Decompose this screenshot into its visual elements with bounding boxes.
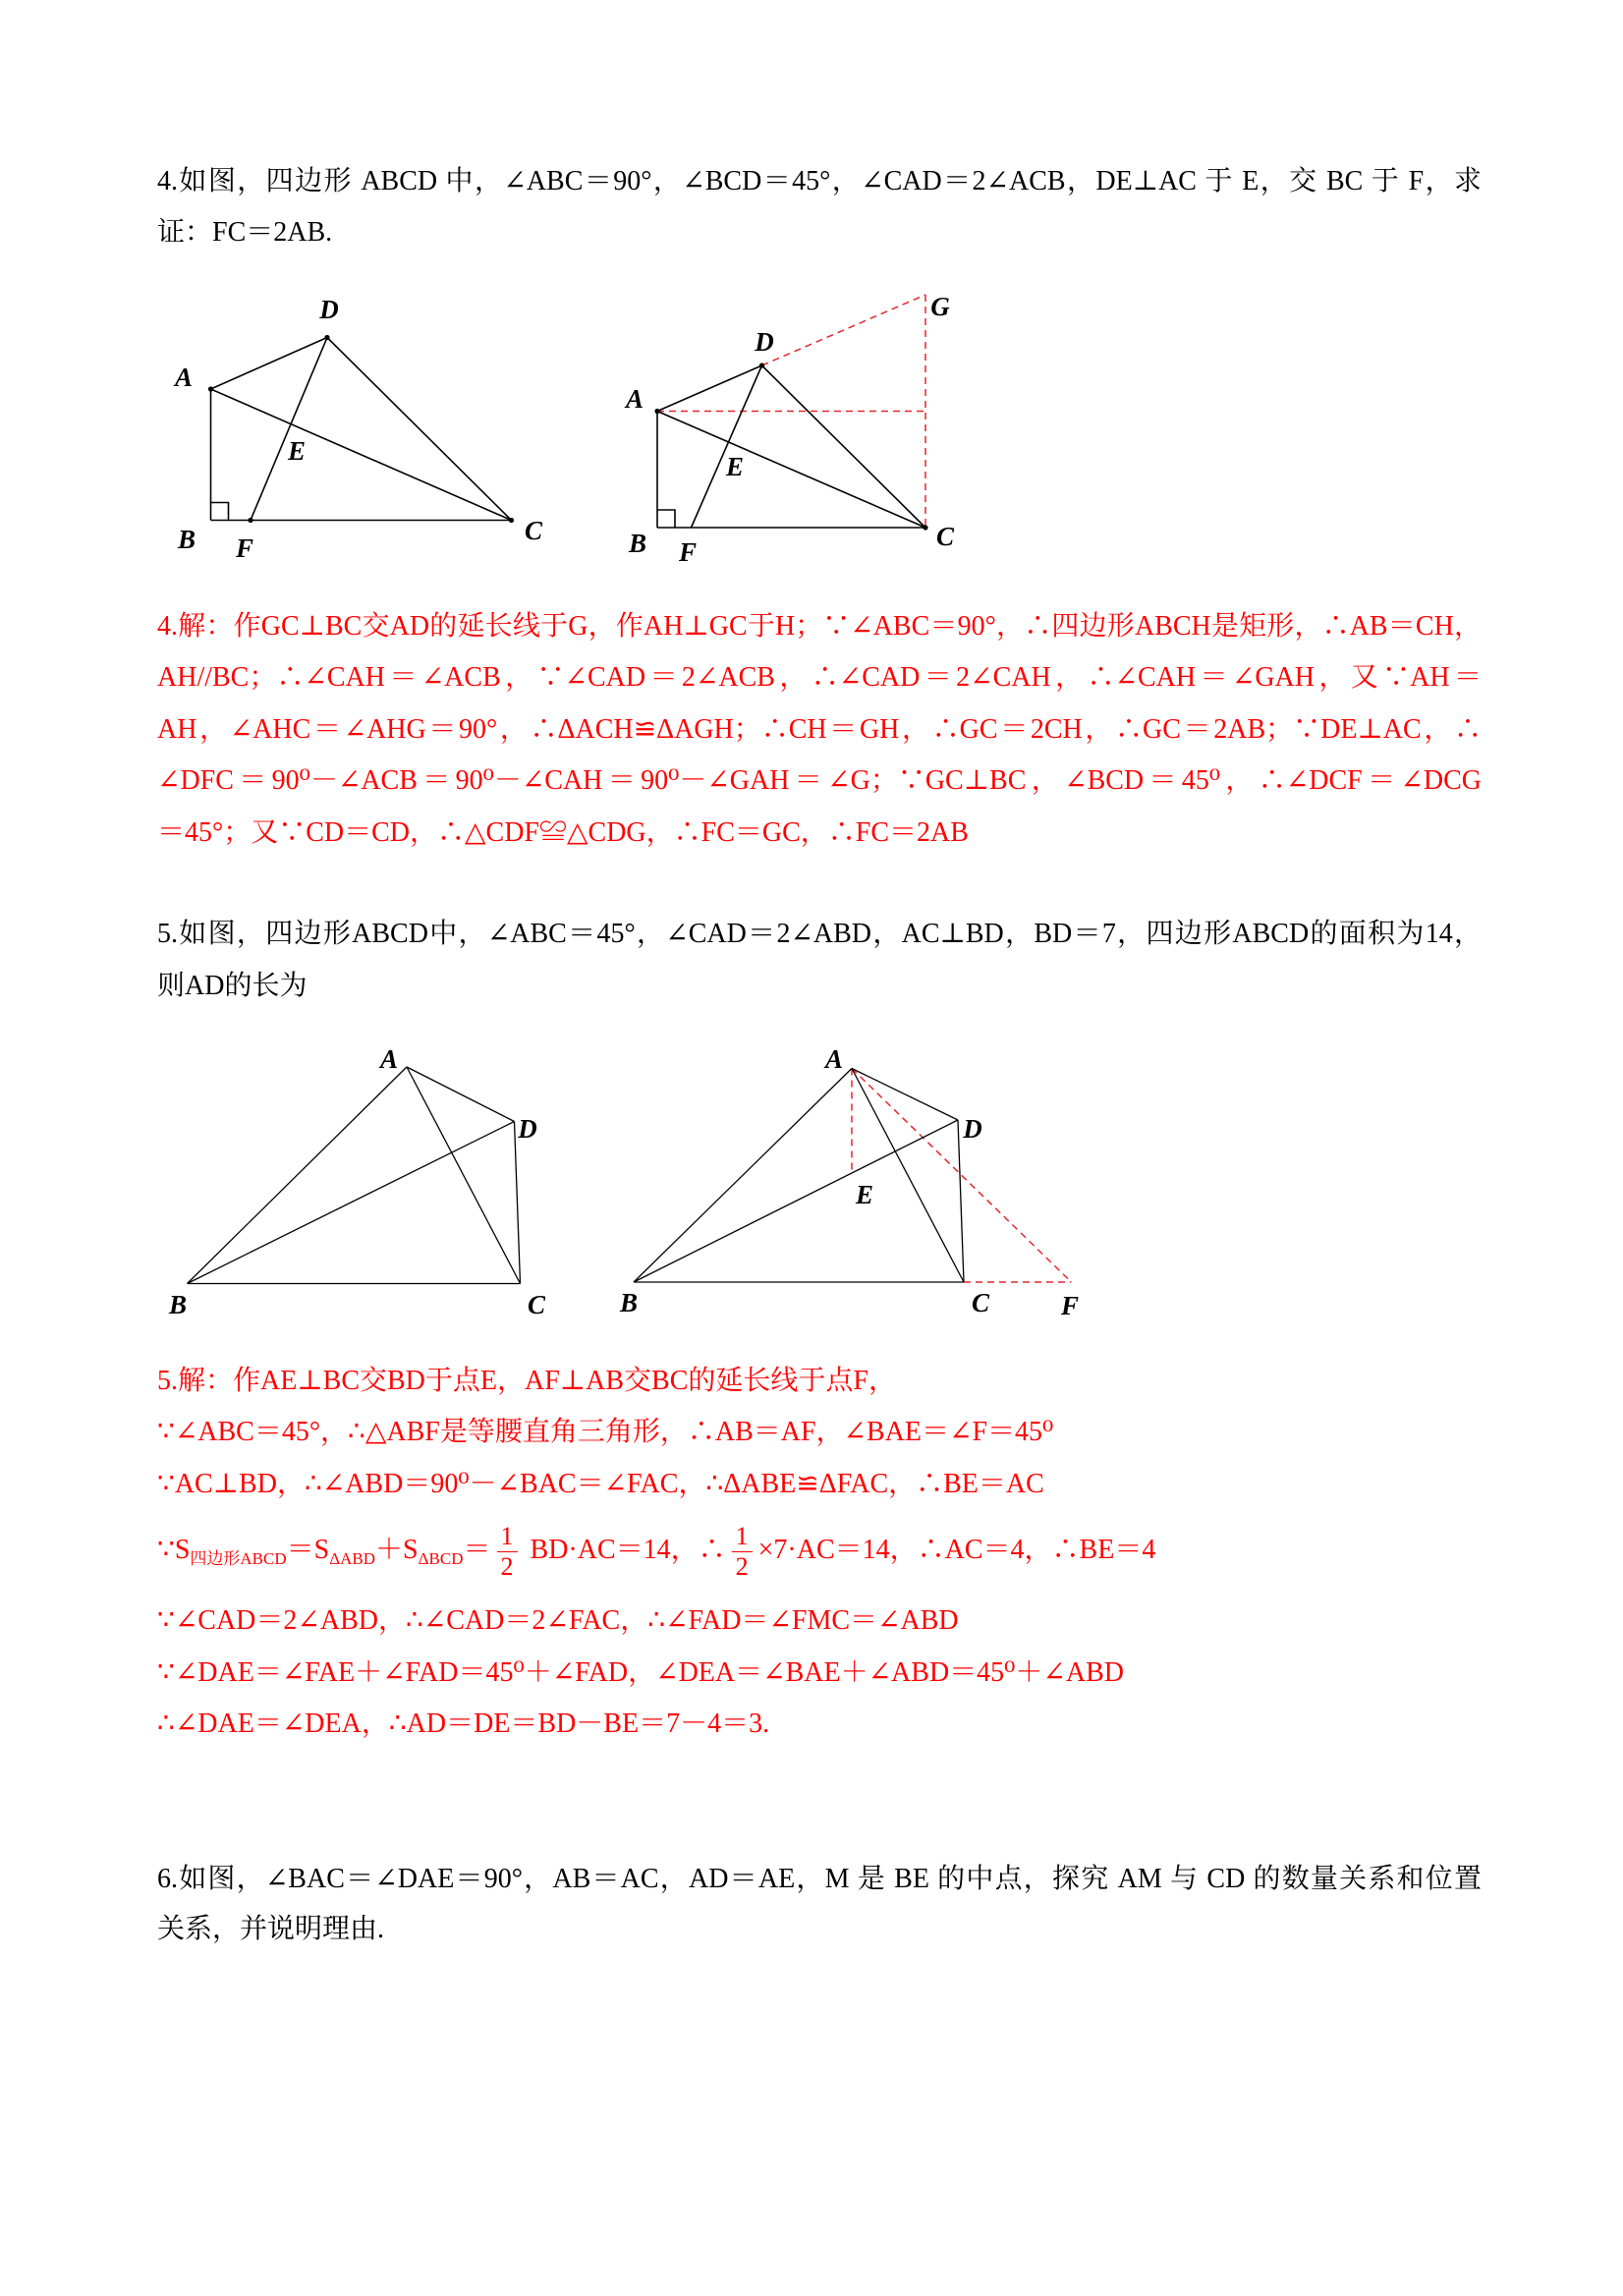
point-A xyxy=(654,409,659,414)
problem-4-line-1: 4.如图，四边形 ABCD 中，∠ABC＝90°，∠BCD＝45°，∠CAD＝2∠ACB，DE⊥AC 于 E，交 BC 于 F，求 xyxy=(157,166,1482,196)
segment-AC xyxy=(852,1069,964,1283)
solution-4-line-3: AH，∠AHC＝∠AHG＝90°，∴ΔACH≌ΔAGH；∴CH＝GH，∴GC＝2CH，∴GC＝2AB；∵DE⊥AC，∴ xyxy=(157,714,1482,745)
area-text-1: ∵S xyxy=(157,1535,191,1565)
solution-5-line-1: 5.解：作AE⊥BC交BD于点E，AF⊥AB交BC的延长线于点F， xyxy=(157,1366,896,1396)
solution-4-line-1: 4.解：作GC⊥BC交AD的延长线于G，作AH⊥GC于H；∵∠ABC＝90°，∴四边形ABCH是矩形，∴AB＝CH， xyxy=(157,611,1482,642)
area-subscript-quadrilateral: 四边形ABCD xyxy=(190,1549,287,1568)
dashed-segment-DG xyxy=(762,295,926,365)
figure-5-left xyxy=(168,1044,546,1319)
point-C xyxy=(923,525,927,530)
problem-4-line-2: 证：FC＝2AB. xyxy=(157,217,333,248)
figure-4-right xyxy=(624,292,955,567)
segment-AB xyxy=(188,1067,408,1284)
segment-DC xyxy=(327,338,512,521)
label-G: G xyxy=(930,292,950,321)
solution-5-line-5: ∵∠CAD＝2∠ABD，∴∠CAD＝2∠FAC，∴∠FAD＝∠FMC＝∠ABD xyxy=(157,1605,959,1636)
area-subscript-bcd: ΔBCD xyxy=(418,1549,464,1568)
label-B: B xyxy=(619,1288,639,1317)
segment-BD xyxy=(634,1120,958,1282)
solution-5-line-7: ∴∠DAE＝∠DEA，∴AD＝DE＝BD－BE＝7－4＝3. xyxy=(157,1708,770,1739)
fraction-denominator: 2 xyxy=(500,1552,514,1582)
label-E: E xyxy=(725,452,745,481)
problem-6-line-1: 6.如图，∠BAC＝∠DAE＝90°，AB＝AC，AD＝AE，M 是 BE 的中点，探究 AM 与 CD 的数量关系和位置 xyxy=(157,1864,1482,1894)
segment-DC xyxy=(958,1120,964,1282)
segment-AC xyxy=(657,412,925,529)
segment-AC xyxy=(211,389,512,521)
segment-AD xyxy=(407,1067,515,1122)
solution-5-line-3: ∵AC⊥BD，∴∠ABD＝90⁰－∠BAC＝∠FAC，∴ΔABE≌ΔFAC，∴BE＝AC xyxy=(157,1469,1044,1499)
label-D: D xyxy=(963,1114,982,1144)
label-E: E xyxy=(287,436,307,466)
label-C: C xyxy=(527,1290,546,1319)
right-angle-mark-B xyxy=(211,503,229,521)
label-D: D xyxy=(518,1114,537,1144)
point-C xyxy=(509,518,514,523)
segment-AB xyxy=(634,1069,852,1283)
point-A xyxy=(208,386,213,391)
label-A: A xyxy=(824,1044,844,1074)
label-D: D xyxy=(319,295,339,324)
segment-AC xyxy=(407,1067,521,1284)
label-E: E xyxy=(855,1180,874,1209)
problem-5-line-2: 则AD的长为 xyxy=(157,971,308,1001)
segment-DF xyxy=(692,365,762,528)
fraction-one-half-2 xyxy=(732,1522,753,1582)
right-angle-mark-B xyxy=(657,510,675,528)
segment-DC xyxy=(515,1122,521,1284)
solution-5-line-6: ∵∠DAE＝∠FAE＋∠FAD＝45⁰＋∠FAD，∠DEA＝∠BAE＋∠ABD＝45⁰＋∠ABD xyxy=(157,1657,1124,1688)
area-text-5: BD·AC＝14，∴ xyxy=(523,1535,726,1565)
segment-AD xyxy=(211,338,328,390)
segment-DC xyxy=(762,365,926,528)
segment-AD xyxy=(657,365,762,412)
problem-6-line-2: 关系，并说明理由. xyxy=(157,1914,385,1944)
segment-DF xyxy=(251,338,327,521)
label-F: F xyxy=(235,533,254,563)
label-B: B xyxy=(628,529,647,558)
segment-BD xyxy=(188,1122,515,1284)
fraction-denominator: 2 xyxy=(735,1552,749,1582)
figure-4-left xyxy=(173,295,543,563)
fraction-one-half-1 xyxy=(497,1522,518,1582)
fraction-numerator: 1 xyxy=(732,1522,753,1552)
label-F: F xyxy=(1060,1291,1080,1320)
area-text-2: ＝S xyxy=(286,1535,330,1565)
label-C: C xyxy=(935,522,955,551)
solution-5-line-2: ∵∠ABC＝45°，∴△ABF是等腰直角三角形，∴AB＝AF，∠BAE＝∠F＝45⁰ xyxy=(157,1417,1054,1447)
label-B: B xyxy=(177,525,196,554)
label-D: D xyxy=(755,327,774,357)
point-D xyxy=(759,363,764,367)
point-F xyxy=(248,518,252,523)
segment-AD xyxy=(852,1069,958,1121)
solution-4-line-4: ∠DFC＝90⁰－∠ACB＝90⁰－∠CAH＝90⁰－∠GAH＝∠G；∵GC⊥BC，∠BCD＝45⁰，∴∠DCF＝∠DCG xyxy=(157,765,1482,796)
label-B: B xyxy=(168,1290,188,1319)
fraction-numerator: 1 xyxy=(497,1522,518,1552)
figure-5-right xyxy=(619,1044,1079,1320)
area-text-6: ×7·AC＝14，∴AC＝4，∴BE＝4 xyxy=(757,1535,1156,1565)
problem-5-line-1: 5.如图，四边形ABCD中，∠ABC＝45°，∠CAD＝2∠ABD，AC⊥BD，BD＝7，四边形ABCD的面积为14， xyxy=(157,919,1482,949)
label-A: A xyxy=(379,1044,399,1074)
area-subscript-abd: ΔABD xyxy=(329,1549,376,1568)
solution-5-area-line xyxy=(157,1516,1482,1585)
label-F: F xyxy=(678,537,698,567)
label-A: A xyxy=(174,363,194,392)
label-C: C xyxy=(971,1288,990,1317)
label-A: A xyxy=(625,384,644,414)
solution-4-line-5: ＝45°；又∵CD＝CD，∴△CDF≌△CDG，∴FC＝GC，∴FC＝2AB xyxy=(157,817,969,848)
dashed-segment-AF xyxy=(852,1069,1072,1283)
point-D xyxy=(324,335,329,340)
area-text-3: ＋S xyxy=(375,1535,419,1565)
area-text-4: ＝ xyxy=(463,1535,491,1565)
solution-4-line-2: AH//BC；∴∠CAH＝∠ACB，∵∠CAD＝2∠ACB，∴∠CAD＝2∠CAH，∴∠CAH＝∠GAH，又∵AH＝ xyxy=(157,662,1482,693)
label-C: C xyxy=(524,516,543,545)
